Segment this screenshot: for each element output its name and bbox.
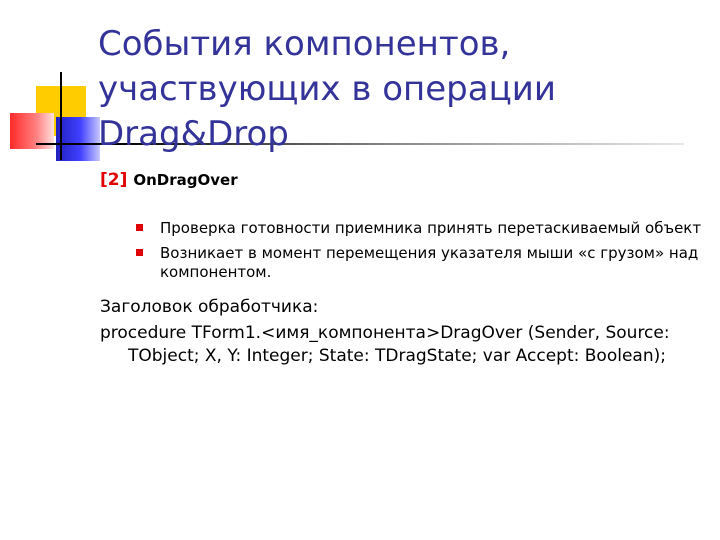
list-item — [136, 244, 706, 282]
slide-title — [98, 22, 698, 157]
event-subheading — [100, 170, 238, 190]
bullet-list — [136, 219, 706, 288]
bullet-text: Проверка готовности приемника принять перетаскиваемый объект — [160, 219, 702, 237]
procedure-declaration: procedure TForm1.<имя_компонента>DragOver (Sender, Source: TObject; X, Y: Integer; State: TDragState; var Accept: Boolean); — [100, 323, 670, 366]
slide-title-line-3: Drag&Drop — [98, 114, 289, 154]
bullet-text: Возникает в момент перемещения указателя мыши «с грузом» над компонентом. — [160, 244, 699, 281]
slide-title-line-2: участвующих в операции — [98, 69, 556, 109]
square-bullet-icon — [136, 224, 143, 231]
decor-vertical-line — [60, 72, 62, 160]
event-number: [2] — [100, 170, 128, 190]
slide-title-line-1: События компонентов, — [98, 24, 511, 64]
list-item — [136, 219, 706, 238]
square-bullet-icon — [136, 249, 143, 256]
event-name: OnDragOver — [133, 171, 238, 189]
handler-label: Заголовок обработчика: — [100, 297, 319, 317]
decor-blue-square — [56, 117, 100, 161]
